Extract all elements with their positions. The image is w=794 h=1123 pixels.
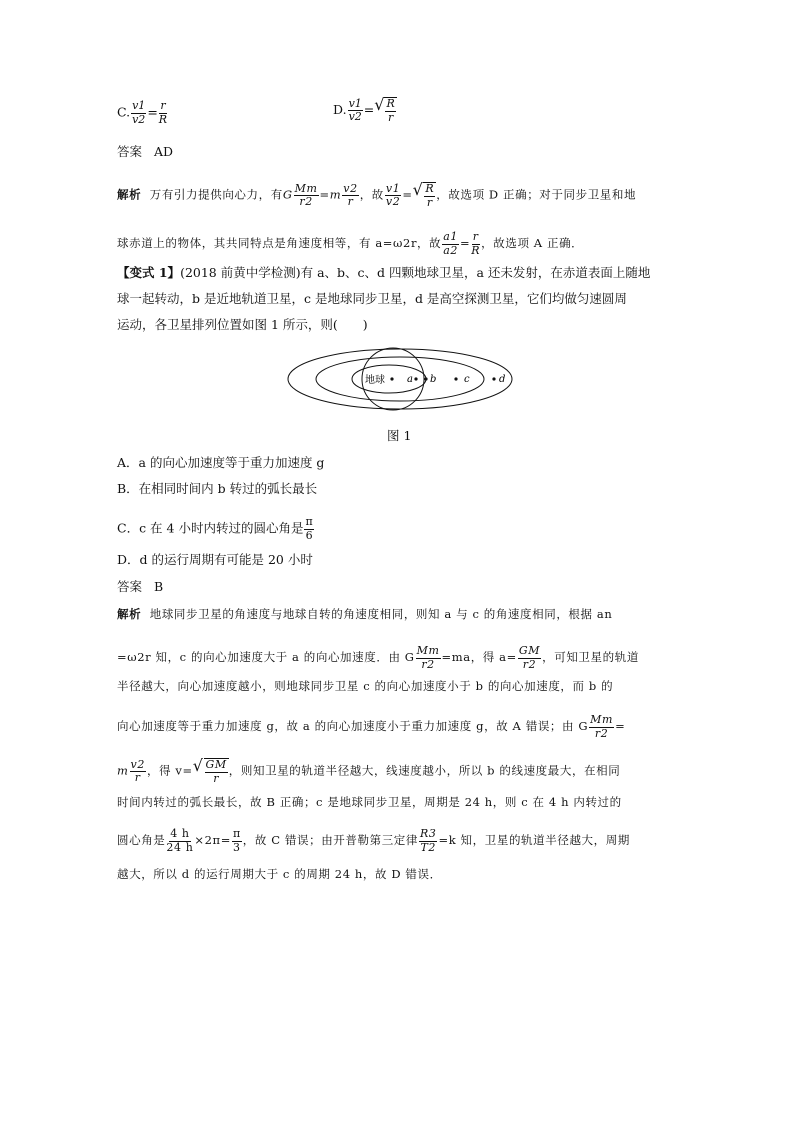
answer-label: 答案 bbox=[117, 579, 143, 594]
explanation-1-line-2: 球赤道上的物体，其共同特点是角速度相等，有 a=ω2r，故 $\frac{a1}{a2}$ = $\frac{r}{R}$ ，故选项 A 正确． bbox=[117, 230, 584, 257]
answer-1 bbox=[117, 146, 173, 159]
figure-caption: 图 1 bbox=[387, 428, 412, 443]
explanation-2-line-7: 圆心角是 $\frac{4 h}{24 h}$ ×2π= $\frac{\pi}{3}$ ，故 C 错误；由开普勒第三定律 $\frac{R3}{T2}$ =k 知，卫星的轨道半径越大，周期 bbox=[117, 827, 630, 854]
answer-value: B bbox=[153, 579, 164, 594]
variant-tag: 【变式 1】 bbox=[117, 265, 181, 280]
satellite-c-dot bbox=[454, 377, 457, 380]
satellite-c-label: c bbox=[464, 374, 470, 385]
explanation-2-line-5: m $\frac{v2}{r}$ ，得 v= √ $\frac{GM}{r}$ ，则知卫星的轨道半径越大，线速度越小，所以 b 的线速度最大，在相同 bbox=[117, 756, 621, 785]
earth-label: 地球 bbox=[365, 375, 385, 386]
explanation-2-line-2: =ω2r 知，c 的向心加速度大于 a 的向心加速度．由 G $\frac{Mm}{r2}$ =ma，得 a= $\frac{GM}{r2}$ ，可知卫星的轨道 bbox=[117, 644, 639, 671]
option-c-formula: C. $\frac{v1}{v2}$ = $\frac{r}{R}$ bbox=[117, 99, 168, 126]
satellite-d-label: d bbox=[499, 374, 506, 385]
satellite-b-label: b bbox=[430, 374, 437, 385]
satellite-a-dot bbox=[414, 377, 417, 380]
satellite-a-label: a bbox=[407, 374, 413, 385]
orbit-c bbox=[316, 357, 484, 401]
orbit-diagram bbox=[285, 346, 515, 412]
satellite-d-dot bbox=[492, 377, 495, 380]
choice-c: C．c 在 4 小时内转过的圆心角是 $\frac{\pi}{6}$ bbox=[117, 515, 313, 542]
explanation-2-line-6: 时间内转过的弧长最长，故 B 正确；c 是地球同步卫星，周期是 24 h，则 c 在 4 h 内转过的 bbox=[117, 795, 622, 809]
variant-line-3: 运动，各卫星排列位置如图 1 所示，则( ) bbox=[117, 317, 368, 332]
answer-2 bbox=[117, 581, 163, 594]
variant-line-1: 【变式 1】(2018 前黄中学检测)有 a、b、c、d 四颗地球卫星，a 还未发射，在赤道表面上随地 bbox=[117, 265, 651, 280]
satellite-b-dot bbox=[424, 377, 427, 380]
explanation-2-line-8: 越大，所以 d 的运行周期大于 c 的周期 24 h，故 D 错误． bbox=[117, 867, 442, 881]
choice-a: A．a 的向心加速度等于重力加速度 g bbox=[117, 455, 325, 470]
option-d-formula: D. $\frac{v1}{v2}$ = √ $\frac{R}{r}$ bbox=[333, 95, 395, 124]
answer-label: 答案 bbox=[117, 144, 143, 159]
explanation-2-line-4: 向心加速度等于重力加速度 g，故 a 的向心加速度小于重力加速度 g，故 A 错误；由 G $\frac{Mm}{r2}$ = bbox=[117, 713, 626, 740]
variant-line-2: 球一起转动，b 是近地轨道卫星，c 是地球同步卫星，d 是高空探测卫星，它们均做匀速圆周 bbox=[117, 291, 627, 306]
answer-value: AD bbox=[153, 144, 173, 159]
choice-d: D．d 的运行周期有可能是 20 小时 bbox=[117, 552, 313, 567]
orbit-d bbox=[288, 349, 512, 409]
earth-center-dot bbox=[390, 377, 393, 380]
explanation-1-line-1: 解析 万有引力提供向心力，有G $\frac{Mm}{r2}$ =m $\frac{v2}{r}$ ，故 $\frac{v1}{v2}$ = √ $\frac{R}{r}$ ，故选项 D 正确；对于同步卫星和地 bbox=[117, 180, 637, 209]
explanation-2-line-1: 解析 地球同步卫星的角速度与地球自转的角速度相同，则知 a 与 c 的角速度相同，根据 an bbox=[117, 607, 613, 621]
explanation-2-line-3: 半径越大，向心加速度越小，则地球同步卫星 c 的向心加速度小于 b 的向心加速度，而 b 的 bbox=[117, 679, 614, 693]
choice-b: B．在相同时间内 b 转过的弧长最长 bbox=[117, 481, 318, 496]
